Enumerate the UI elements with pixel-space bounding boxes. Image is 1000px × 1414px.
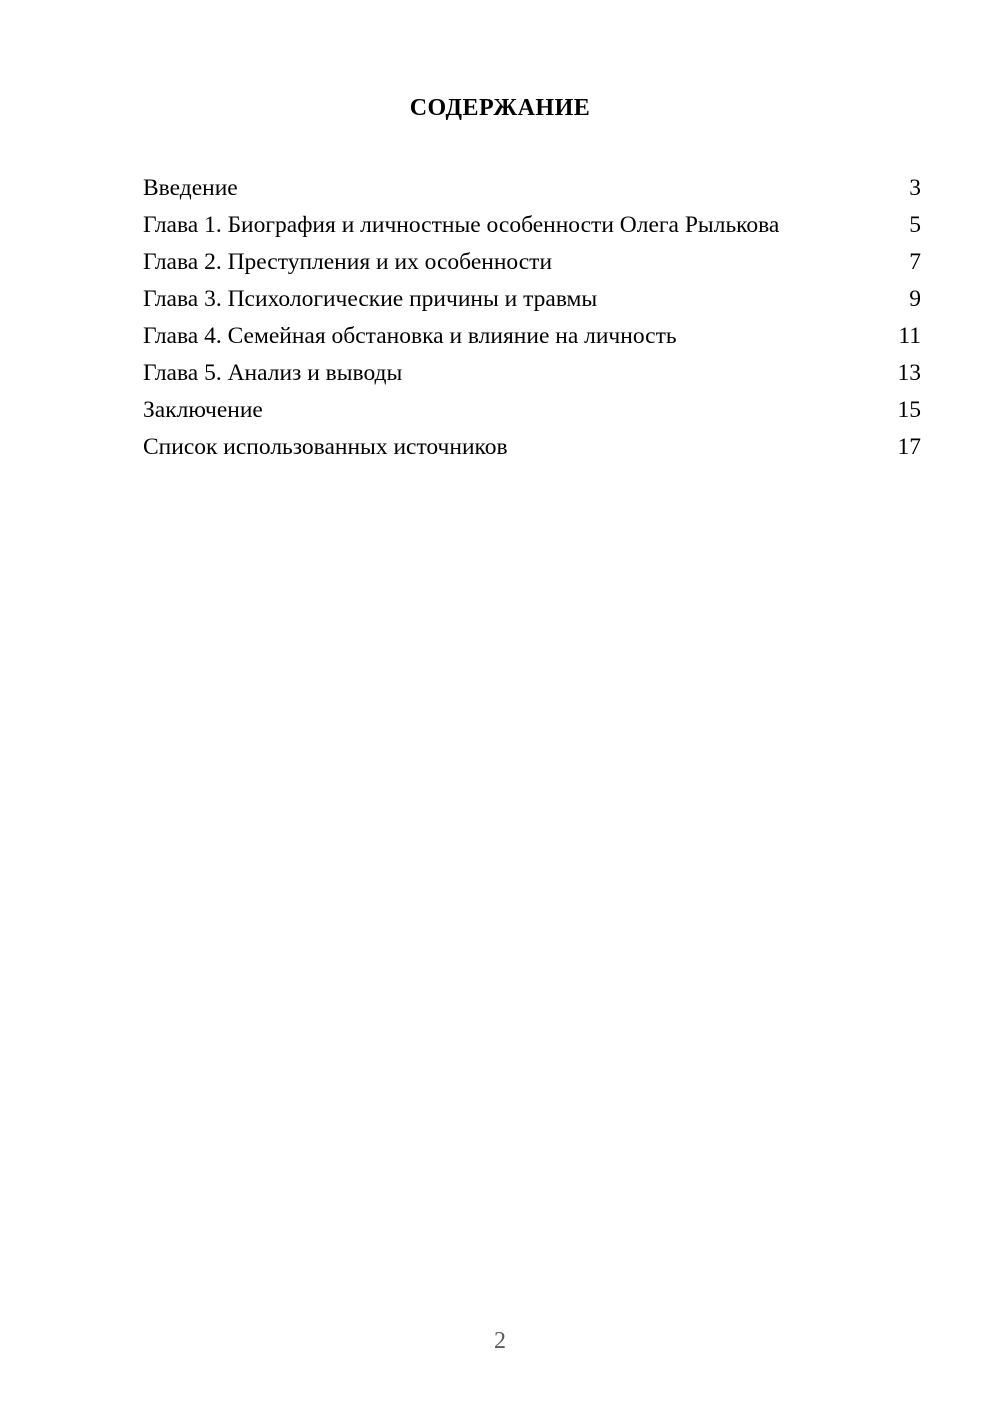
toc-entry-title: Введение [143,175,238,201]
table-of-contents [143,170,921,466]
toc-entry-page-number: 9 [909,286,921,312]
toc-entry-page-number: 7 [909,249,921,275]
toc-entry-page-number: 5 [909,212,921,238]
toc-entry-references [143,429,921,466]
toc-entry-chapter-5 [143,355,921,392]
toc-entry-page-number: 3 [909,175,921,201]
toc-entry-title: Глава 5. Анализ и выводы [143,360,403,386]
toc-entry-title: Глава 2. Преступления и их особенности [143,249,553,275]
toc-entry-chapter-4 [143,318,921,355]
toc-entry-chapter-3 [143,281,921,318]
toc-entry-page-number: 17 [897,434,921,460]
toc-entry-page-number: 13 [897,360,921,386]
page-title: СОДЕРЖАНИЕ [409,95,591,121]
toc-entry-conclusion [143,392,921,429]
toc-entry-chapter-2 [143,244,921,281]
footer-page-number: 2 [494,1328,506,1354]
toc-entry-title: Список использованных источников [143,434,508,460]
toc-entry-page-number: 11 [898,323,921,349]
toc-entry-chapter-1 [143,207,921,244]
toc-entry-title: Глава 3. Психологические причины и травмы [143,286,598,312]
toc-entry-title: Глава 1. Биография и личностные особенности Олега Рылькова [143,212,780,238]
toc-entry-page-number: 15 [897,397,921,423]
toc-entry-title: Глава 4. Семейная обстановка и влияние на личность [143,323,677,349]
toc-entry-title: Заключение [143,397,263,423]
toc-entry-introduction [143,170,921,207]
